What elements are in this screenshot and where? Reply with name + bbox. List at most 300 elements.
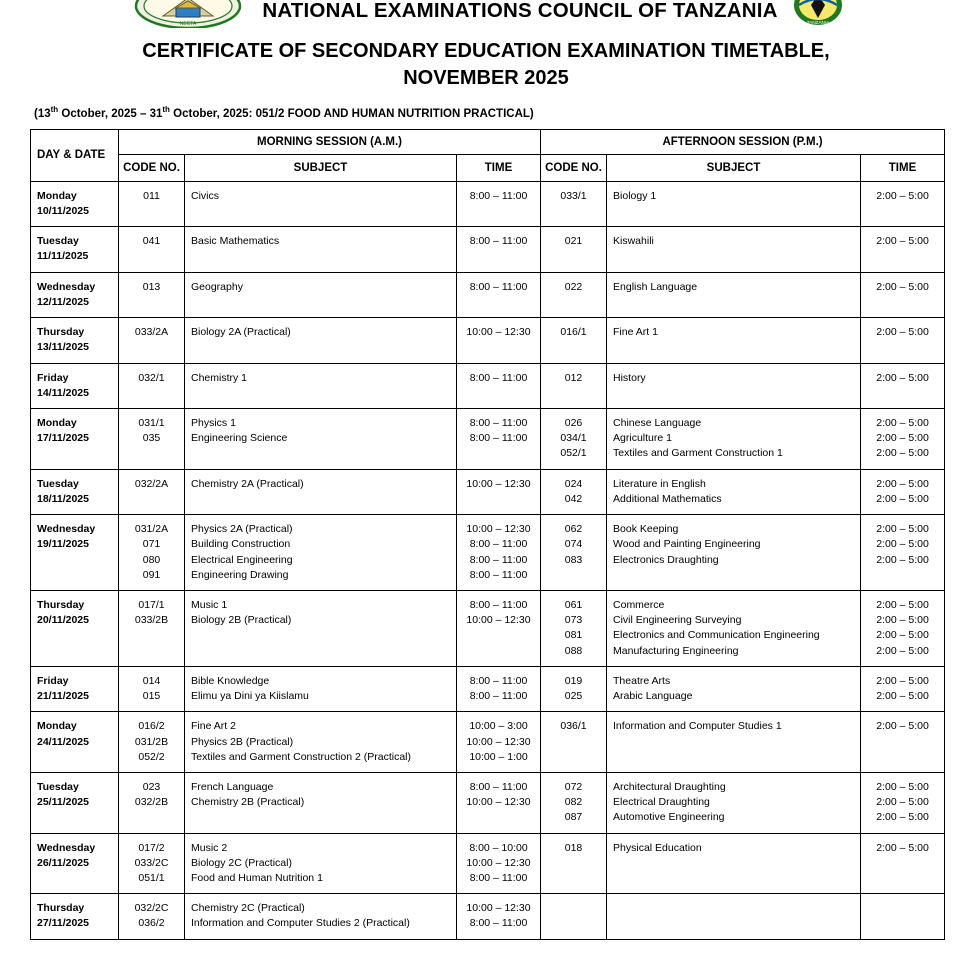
cell-am_times-line: 8:00 – 11:00 [469,780,528,793]
cell-pm_times-line: 2:00 – 5:00 [876,644,929,657]
cell-day-line: 14/11/2025 [37,386,89,399]
cell-pm_codes [541,409,607,470]
cell-am_subjects [185,181,457,226]
cell-pm_subjects [607,712,861,773]
cell-pm_times-line: 2:00 – 5:00 [876,841,929,854]
cell-pm_codes-line: 033/1 [560,189,587,202]
cell-pm_subjects-line: Electrical Draughting [613,796,710,809]
cell-pm_times-line: 2:00 – 5:00 [876,235,929,248]
cell-am_times-line: 10:00 – 12:30 [466,796,531,809]
cell-am_times-line: 8:00 – 11:00 [469,598,528,611]
cell-am_subjects-line: Physics 1 [191,417,236,430]
cell-am_codes [119,409,185,470]
cell-pm_subjects-line: Agriculture 1 [613,432,672,445]
cell-am_times-line: 8:00 – 11:00 [469,690,528,703]
cell-am_times-line: 10:00 – 12:30 [466,614,531,627]
cell-am_subjects [185,318,457,363]
cell-pm_times-line: 2:00 – 5:00 [876,326,929,339]
cell-pm_codes-line: 074 [564,538,583,551]
cell-am_times-line: 8:00 – 10:00 [469,841,528,854]
cell-am_codes [119,666,185,711]
svg-text:TANZANIA: TANZANIA [806,20,829,25]
cell-pm_codes [541,363,607,408]
cell-day-line: Friday [37,674,69,687]
cell-am_codes [119,227,185,272]
cell-day-line: 18/11/2025 [37,492,89,505]
cell-pm_times-line: 2:00 – 5:00 [876,811,929,824]
cell-am_subjects [185,363,457,408]
cell-am_subjects-line: Chemistry 2A (Practical) [191,477,304,490]
cell-pm_subjects-line: Chinese Language [613,417,702,430]
cell-pm_times-line: 2:00 – 5:00 [876,447,929,460]
cell-am_subjects-line: Chemistry 2C (Practical) [191,902,305,915]
cell-pm_times-line: 2:00 – 5:00 [876,189,929,202]
table-row [31,272,945,317]
cell-am_times [457,515,541,591]
cell-pm_subjects [607,469,861,514]
table-row [31,409,945,470]
table-row [31,712,945,773]
cell-day [31,181,119,226]
cell-am_codes-line: 017/1 [138,598,165,611]
cell-pm_subjects-line: Textiles and Garment Construction 1 [613,447,783,460]
cell-pm_subjects-line: Literature in English [613,477,706,490]
cell-pm_times-line: 2:00 – 5:00 [876,477,929,490]
cell-pm_subjects-line: Book Keeping [613,523,679,536]
svg-text:NECTA: NECTA [180,21,197,27]
cell-pm_times-line: 2:00 – 5:00 [876,720,929,733]
cell-pm_codes-line: 042 [564,492,583,505]
cell-pm_codes [541,515,607,591]
cell-day [31,227,119,272]
cell-am_times [457,469,541,514]
cell-pm_times-line: 2:00 – 5:00 [876,553,929,566]
cell-pm_subjects-line: Architectural Draughting [613,780,726,793]
cell-pm_subjects-line: Civil Engineering Surveying [613,614,742,627]
cell-pm_codes-line: 026 [564,417,583,430]
cell-day-line: Monday [37,189,77,202]
cell-pm_times [861,409,945,470]
cell-pm_times [861,590,945,666]
cell-am_subjects-line: Geography [191,280,243,293]
cell-day [31,666,119,711]
cell-am_subjects-line: Elimu ya Dini ya Kiislamu [191,690,309,703]
cell-pm_codes [541,469,607,514]
cell-day-line: 20/11/2025 [37,614,89,627]
cell-day-line: 12/11/2025 [37,295,89,308]
cell-am_subjects-line: Chemistry 2B (Practical) [191,796,305,809]
necta-crest-left-icon [128,0,248,28]
cell-pm_subjects [607,833,861,894]
cell-am_times-line: 10:00 – 3:00 [469,720,528,733]
cell-pm_times-line: 2:00 – 5:00 [876,629,929,642]
cell-am_codes-line: 071 [142,538,161,551]
cell-pm_codes [541,666,607,711]
cell-pm_times-line: 2:00 – 5:00 [876,523,929,536]
cell-pm_subjects-line: Electronics Draughting [613,553,719,566]
cell-day-line: Thursday [37,598,85,611]
cell-am_codes [119,363,185,408]
cell-pm_subjects [607,894,861,939]
cell-pm_subjects [607,772,861,833]
table-row [31,590,945,666]
header-pm-time: TIME [861,154,945,181]
cell-day-line: Friday [37,371,69,384]
cell-pm_subjects-line: Commerce [613,598,665,611]
cell-pm_subjects-line: Physical Education [613,841,702,854]
cell-am_times [457,712,541,773]
cell-am_codes-line: 032/1 [138,371,165,384]
cell-pm_codes [541,227,607,272]
necta-crest-right-icon [792,0,844,28]
cell-pm_subjects-line: English Language [613,280,698,293]
cell-day-line: Wednesday [37,841,96,854]
cell-am_codes-line: 016/2 [138,720,165,733]
table-body [31,181,945,939]
cell-am_codes-line: 033/2C [134,856,169,869]
cell-day-line: Thursday [37,326,85,339]
cell-am_times-line: 8:00 – 11:00 [469,872,528,885]
cell-day-line: Wednesday [37,523,96,536]
cell-pm_times-line: 2:00 – 5:00 [876,492,929,505]
cell-am_subjects-line: Biology 2B (Practical) [191,614,292,627]
cell-am_times-line: 8:00 – 11:00 [469,674,528,687]
cell-day-line: 24/11/2025 [37,735,89,748]
cell-am_subjects [185,833,457,894]
header-day-date: DAY & DATE [31,129,119,181]
cell-pm_subjects-line: Additional Mathematics [613,492,722,505]
cell-pm_codes-line: 081 [564,629,583,642]
cell-am_times-line: 8:00 – 11:00 [469,538,528,551]
cell-pm_codes-line: 083 [564,553,583,566]
cell-day [31,469,119,514]
header-am-time: TIME [457,154,541,181]
cell-am_codes-line: 017/2 [138,841,165,854]
table-row [31,227,945,272]
cell-pm_codes-line: 022 [564,280,583,293]
cell-am_subjects-line: Physics 2A (Practical) [191,523,293,536]
cell-am_subjects-line: Music 2 [191,841,228,854]
cell-am_times-line: 8:00 – 11:00 [469,432,528,445]
cell-pm_subjects-line: Wood and Painting Engineering [613,538,761,551]
council-name: NATIONAL EXAMINATIONS COUNCIL OF TANZANIA [262,0,778,22]
cell-am_subjects-line: Civics [191,189,219,202]
cell-pm_subjects [607,181,861,226]
cell-am_subjects-line: Biology 2A (Practical) [191,326,291,339]
cell-pm_times-line: 2:00 – 5:00 [876,538,929,551]
practical-note-prefix: (13 [34,107,51,120]
cell-day-line: 17/11/2025 [37,432,89,445]
cell-pm_subjects-line: Biology 1 [613,189,657,202]
cell-day-line: Wednesday [37,280,96,293]
cell-am_times [457,409,541,470]
cell-day-line: Tuesday [37,235,79,248]
cell-am_subjects [185,227,457,272]
cell-pm_subjects [607,227,861,272]
cell-day-line: Tuesday [37,477,79,490]
cell-day-line: Thursday [37,902,85,915]
page-title [0,38,972,92]
cell-am_codes-line: 080 [142,553,161,566]
cell-pm_subjects-line: Kiswahili [613,235,654,248]
cell-am_codes-line: 032/2B [134,796,169,809]
table-header-row-sessions [31,129,945,154]
cell-am_codes-line: 014 [142,674,161,687]
cell-pm_codes-line: 088 [564,644,583,657]
cell-am_codes-line: 035 [142,432,161,445]
cell-pm_codes [541,833,607,894]
cell-am_codes [119,469,185,514]
practical-note [34,105,972,120]
header-pm-subject: SUBJECT [607,154,861,181]
header-morning-session: MORNING SESSION (A.M.) [119,129,541,154]
cell-am_codes [119,318,185,363]
cell-pm_subjects [607,515,861,591]
cell-pm_times-line: 2:00 – 5:00 [876,614,929,627]
table-row [31,318,945,363]
cell-am_times-line: 8:00 – 11:00 [469,189,528,202]
table-row [31,894,945,939]
cell-am_subjects [185,409,457,470]
cell-pm_times [861,833,945,894]
cell-day [31,318,119,363]
cell-day [31,712,119,773]
cell-am_codes-line: 033/2A [134,326,169,339]
cell-pm_codes [541,272,607,317]
cell-pm_codes-line: 061 [564,598,583,611]
cell-pm_codes-line: 025 [564,690,583,703]
timetable-container [30,129,944,940]
cell-pm_codes-line: 021 [564,235,583,248]
cell-am_codes-line: 031/1 [138,417,165,430]
cell-day [31,409,119,470]
cell-am_codes [119,772,185,833]
cell-pm_times-line: 2:00 – 5:00 [876,598,929,611]
cell-pm_codes [541,772,607,833]
table-row [31,515,945,591]
cell-pm_times [861,363,945,408]
cell-am_subjects-line: Electrical Engineering [191,553,293,566]
cell-am_times [457,227,541,272]
practical-note-sup2: th [162,105,170,114]
cell-pm_codes-line: 019 [564,674,583,687]
cell-am_times-line: 8:00 – 11:00 [469,235,528,248]
cell-am_times-line: 8:00 – 11:00 [469,371,528,384]
cell-am_subjects-line: Information and Computer Studies 2 (Practical) [191,917,410,930]
cell-pm_codes [541,712,607,773]
cell-pm_codes [541,181,607,226]
cell-am_subjects-line: French Language [191,780,274,793]
cell-am_times [457,181,541,226]
cell-pm_times [861,227,945,272]
cell-day-line: 11/11/2025 [37,250,89,263]
cell-pm_subjects-line: Automotive Engineering [613,811,725,824]
cell-pm_subjects [607,409,861,470]
table-row [31,181,945,226]
cell-day-line: 10/11/2025 [37,205,89,218]
cell-pm_codes-line: 012 [564,371,583,384]
cell-am_codes [119,712,185,773]
cell-pm_codes-line: 034/1 [560,432,587,445]
table-row [31,666,945,711]
cell-am_subjects-line: Fine Art 2 [191,720,236,733]
cell-pm_times [861,318,945,363]
cell-am_times [457,772,541,833]
cell-am_codes-line: 051/1 [138,872,165,885]
cell-am_subjects-line: Food and Human Nutrition 1 [191,872,323,885]
cell-am_codes-line: 031/2A [134,523,169,536]
cell-am_codes [119,833,185,894]
cell-pm_times-line: 2:00 – 5:00 [876,280,929,293]
cell-am_codes-line: 033/2B [134,614,169,627]
cell-am_codes-line: 032/2C [134,902,169,915]
cell-am_subjects-line: Engineering Drawing [191,568,289,581]
cell-am_codes-line: 031/2B [134,735,169,748]
cell-am_codes-line: 015 [142,690,161,703]
practical-note-sup1: th [50,105,59,114]
cell-day [31,590,119,666]
cell-am_subjects-line: Basic Mathematics [191,235,280,248]
cell-am_codes [119,515,185,591]
cell-am_times [457,894,541,939]
header-pm-code: CODE NO. [541,154,607,181]
cell-day [31,515,119,591]
cell-pm_codes-line: 052/1 [560,447,587,460]
page-title-line2: NOVEMBER 2025 [403,67,569,89]
cell-am_subjects-line: Textiles and Garment Construction 2 (Practical) [191,750,412,763]
cell-am_subjects [185,272,457,317]
cell-am_times [457,590,541,666]
cell-pm_codes-line: 024 [564,477,583,490]
cell-am_subjects [185,515,457,591]
cell-pm_times [861,772,945,833]
cell-am_times-line: 10:00 – 12:30 [466,735,531,748]
cell-am_codes [119,272,185,317]
cell-day [31,363,119,408]
cell-pm_subjects-line: Arabic Language [613,690,693,703]
table-row [31,772,945,833]
cell-am_codes-line: 036/2 [138,917,165,930]
cell-am_times-line: 8:00 – 11:00 [469,568,528,581]
cell-am_subjects-line: Bible Knowledge [191,674,270,687]
cell-day-line: 27/11/2025 [37,917,89,930]
practical-note-suffix: October, 2025: 051/2 FOOD AND HUMAN NUTRITION PRACTICAL) [169,107,534,120]
cell-am_subjects-line: Chemistry 1 [191,371,248,384]
cell-am_subjects [185,666,457,711]
cell-am_times-line: 10:00 – 12:30 [466,477,531,490]
cell-pm_times-line: 2:00 – 5:00 [876,796,929,809]
cell-pm_codes [541,590,607,666]
cell-am_subjects [185,894,457,939]
header-am-subject: SUBJECT [185,154,457,181]
cell-pm_subjects [607,590,861,666]
cell-pm_times-line: 2:00 – 5:00 [876,432,929,445]
cell-pm_subjects-line: History [613,371,646,384]
cell-am_codes [119,181,185,226]
cell-am_subjects-line: Biology 2C (Practical) [191,856,292,869]
cell-pm_subjects [607,363,861,408]
cell-am_codes-line: 052/2 [138,750,165,763]
exam-timetable [30,129,945,940]
cell-am_subjects-line: Physics 2B (Practical) [191,735,294,748]
cell-am_codes [119,894,185,939]
table-row [31,363,945,408]
cell-am_times-line: 10:00 – 12:30 [466,902,531,915]
cell-day-line: Monday [37,417,77,430]
cell-day [31,272,119,317]
cell-pm_codes-line: 073 [564,614,583,627]
cell-am_codes-line: 023 [142,780,161,793]
cell-am_times-line: 8:00 – 11:00 [469,553,528,566]
cell-am_codes-line: 013 [142,280,161,293]
cell-am_codes-line: 091 [142,568,161,581]
cell-pm_subjects [607,318,861,363]
table-head [31,129,945,181]
cell-pm_times [861,666,945,711]
cell-am_times [457,318,541,363]
header-am-code: CODE NO. [119,154,185,181]
table-header-row-columns [31,154,945,181]
cell-pm_subjects [607,666,861,711]
cell-pm_codes-line: 018 [564,841,583,854]
cell-am_times [457,666,541,711]
cell-day-line: Tuesday [37,780,79,793]
cell-day-line: 21/11/2025 [37,690,89,703]
cell-pm_times [861,469,945,514]
header-afternoon-session: AFTERNOON SESSION (P.M.) [541,129,945,154]
cell-pm_subjects-line: Theatre Arts [613,674,671,687]
cell-day-line: 26/11/2025 [37,856,89,869]
cell-am_codes-line: 032/2A [134,477,169,490]
cell-day-line: Monday [37,720,77,733]
practical-note-mid: October, 2025 – 31 [58,107,163,120]
cell-pm_subjects-line: Manufacturing Engineering [613,644,739,657]
cell-am_subjects-line: Building Construction [191,538,291,551]
cell-pm_times-line: 2:00 – 5:00 [876,417,929,430]
cell-am_times [457,833,541,894]
cell-pm_times [861,515,945,591]
cell-pm_times-line: 2:00 – 5:00 [876,690,929,703]
cell-am_times-line: 8:00 – 11:00 [469,917,528,930]
cell-am_subjects [185,772,457,833]
cell-day-line: 25/11/2025 [37,796,89,809]
cell-pm_subjects-line: Information and Computer Studies 1 [613,720,782,733]
cell-day-line: 13/11/2025 [37,341,89,354]
cell-pm_codes-line: 082 [564,796,583,809]
cell-am_codes [119,590,185,666]
cell-pm_subjects-line: Fine Art 1 [613,326,658,339]
cell-am_subjects-line: Engineering Science [191,432,288,445]
cell-am_subjects [185,590,457,666]
cell-pm_times [861,181,945,226]
cell-day [31,833,119,894]
cell-pm_times [861,272,945,317]
cell-pm_times-line: 2:00 – 5:00 [876,674,929,687]
cell-pm_codes-line: 087 [564,811,583,824]
cell-am_times-line: 8:00 – 11:00 [469,280,528,293]
cell-am_times-line: 10:00 – 12:30 [466,856,531,869]
cell-pm_times [861,712,945,773]
cell-am_codes-line: 041 [142,235,161,248]
cell-am_times-line: 10:00 – 1:00 [469,750,528,763]
cell-pm_codes-line: 062 [564,523,583,536]
cell-pm_codes-line: 072 [564,780,583,793]
cell-pm_subjects-line: Electronics and Communication Engineering [613,629,820,642]
cell-day [31,772,119,833]
cell-day-line: 19/11/2025 [37,538,89,551]
cell-am_subjects [185,469,457,514]
masthead [0,0,972,26]
